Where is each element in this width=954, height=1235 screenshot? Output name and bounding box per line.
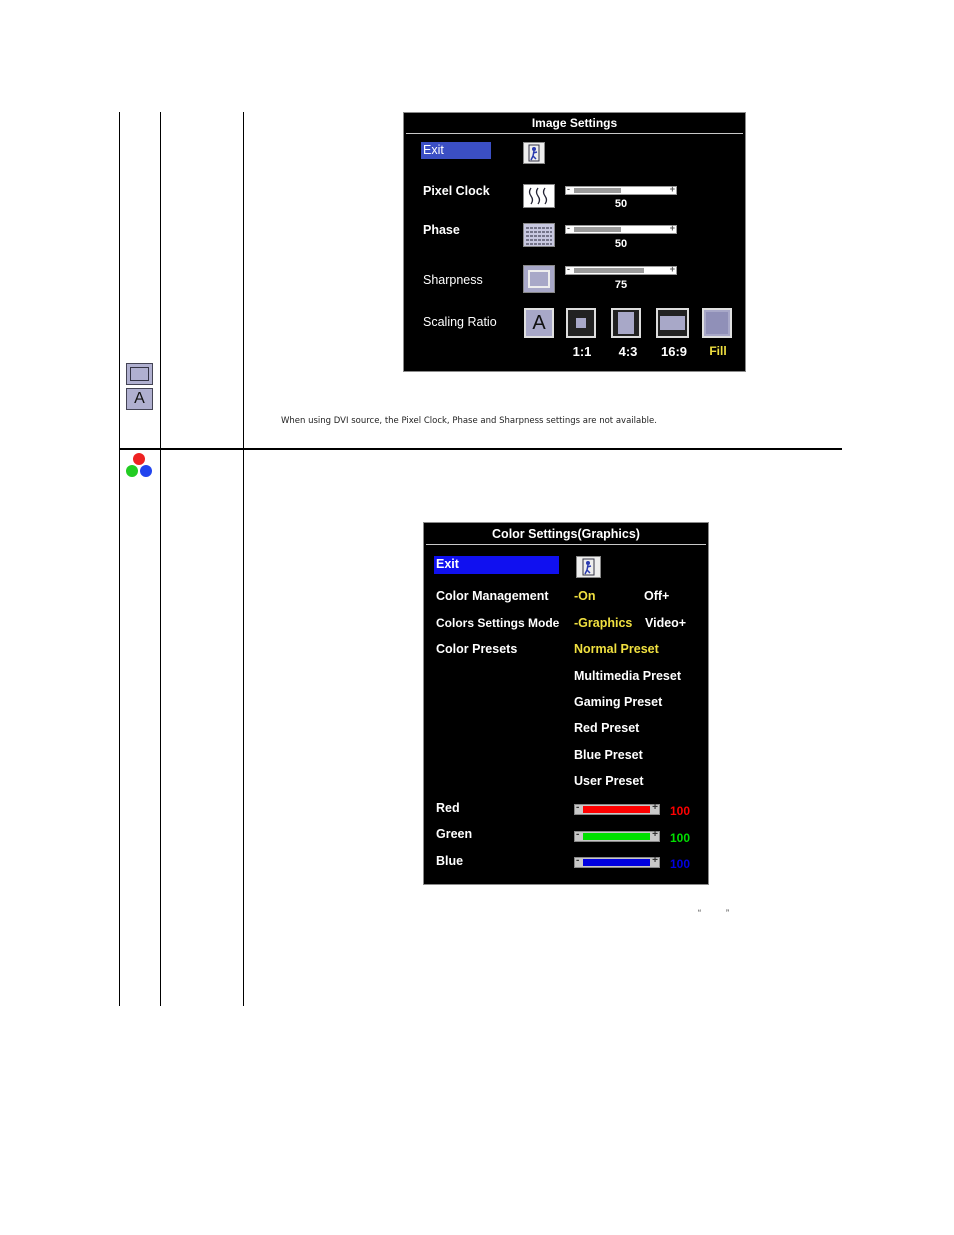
phase-label: Phase xyxy=(423,223,460,237)
color-management-label: Color Management xyxy=(436,589,549,603)
table-row-divider xyxy=(119,448,842,450)
table-col-divider-1 xyxy=(160,112,161,1006)
color-osd-separator xyxy=(426,544,706,545)
settings-mode-video[interactable]: Video+ xyxy=(645,616,687,630)
scale-option-1-1[interactable]: 1:1 xyxy=(572,344,592,359)
exit-icon[interactable] xyxy=(523,142,545,164)
blue-value: 100 xyxy=(670,857,691,871)
phase-value: 50 xyxy=(614,238,628,250)
color-settings-osd xyxy=(423,522,709,885)
red-label: Red xyxy=(436,801,460,815)
color-management-on[interactable]: -On xyxy=(574,589,596,603)
green-value: 100 xyxy=(670,831,691,845)
sharpness-value: 75 xyxy=(614,279,628,291)
pixel-clock-icon xyxy=(523,184,555,208)
open-quote-mark: “ xyxy=(698,908,701,918)
green-label: Green xyxy=(436,827,473,841)
table-col-divider-2 xyxy=(243,112,244,1006)
scale-option-4-3[interactable]: 4:3 xyxy=(618,344,638,359)
scale-fill-button[interactable] xyxy=(702,308,732,338)
close-quote-mark: ” xyxy=(726,908,729,918)
image-settings-icon xyxy=(126,363,153,385)
color-management-off[interactable]: Off+ xyxy=(644,589,670,603)
pixel-clock-label: Pixel Clock xyxy=(423,184,490,198)
pixel-clock-value: 50 xyxy=(614,198,628,210)
exit-label[interactable]: Exit xyxy=(423,143,444,157)
scaling-ratio-icon xyxy=(524,308,554,338)
preset-blue[interactable]: Blue Preset xyxy=(574,748,643,762)
red-value: 100 xyxy=(670,804,691,818)
scaling-a-icon xyxy=(126,388,153,410)
table-border-left xyxy=(119,112,120,1006)
osd-title-separator xyxy=(406,133,743,134)
scaling-ratio-glyph: A xyxy=(532,312,546,334)
sharpness-icon xyxy=(523,265,555,293)
phase-icon xyxy=(523,223,555,247)
scale-1-1-button[interactable] xyxy=(566,308,596,338)
color-presets-label: Color Presets xyxy=(436,642,518,656)
phase-slider[interactable]: - + xyxy=(567,223,675,233)
preset-multimedia[interactable]: Multimedia Preset xyxy=(574,669,681,683)
sharpness-label: Sharpness xyxy=(423,273,483,287)
settings-mode-label: Colors Settings Mode xyxy=(436,616,560,630)
preset-red[interactable]: Red Preset xyxy=(574,721,640,735)
scaling-a-glyph: A xyxy=(134,390,145,407)
green-slider[interactable]: - + xyxy=(576,829,658,840)
color-exit-label[interactable]: Exit xyxy=(436,557,459,571)
osd-title: Image Settings xyxy=(531,116,618,130)
color-exit-icon[interactable] xyxy=(576,556,601,578)
dvi-note: When using DVI source, the Pixel Clock, Phase and Sharpness settings are not available. xyxy=(281,416,657,426)
sharpness-slider[interactable]: - + xyxy=(567,264,675,274)
settings-mode-graphics[interactable]: -Graphics xyxy=(574,616,633,630)
scale-4-3-button[interactable] xyxy=(611,308,641,338)
preset-gaming[interactable]: Gaming Preset xyxy=(574,695,663,709)
scale-option-16-9[interactable]: 16:9 xyxy=(660,344,688,359)
color-osd-title: Color Settings(Graphics) xyxy=(492,527,640,541)
image-settings-osd xyxy=(403,112,746,372)
red-slider[interactable]: - + xyxy=(576,802,658,813)
scale-option-fill[interactable]: Fill xyxy=(709,344,727,358)
blue-slider[interactable]: - + xyxy=(576,855,658,866)
blue-label: Blue xyxy=(436,854,464,868)
scale-16-9-button[interactable] xyxy=(656,308,689,338)
preset-normal[interactable]: Normal Preset xyxy=(574,642,659,656)
color-settings-icon xyxy=(125,453,155,481)
pixel-clock-slider[interactable]: - + xyxy=(567,184,675,194)
preset-user[interactable]: User Preset xyxy=(574,774,644,788)
scaling-ratio-label: Scaling Ratio xyxy=(423,315,497,329)
